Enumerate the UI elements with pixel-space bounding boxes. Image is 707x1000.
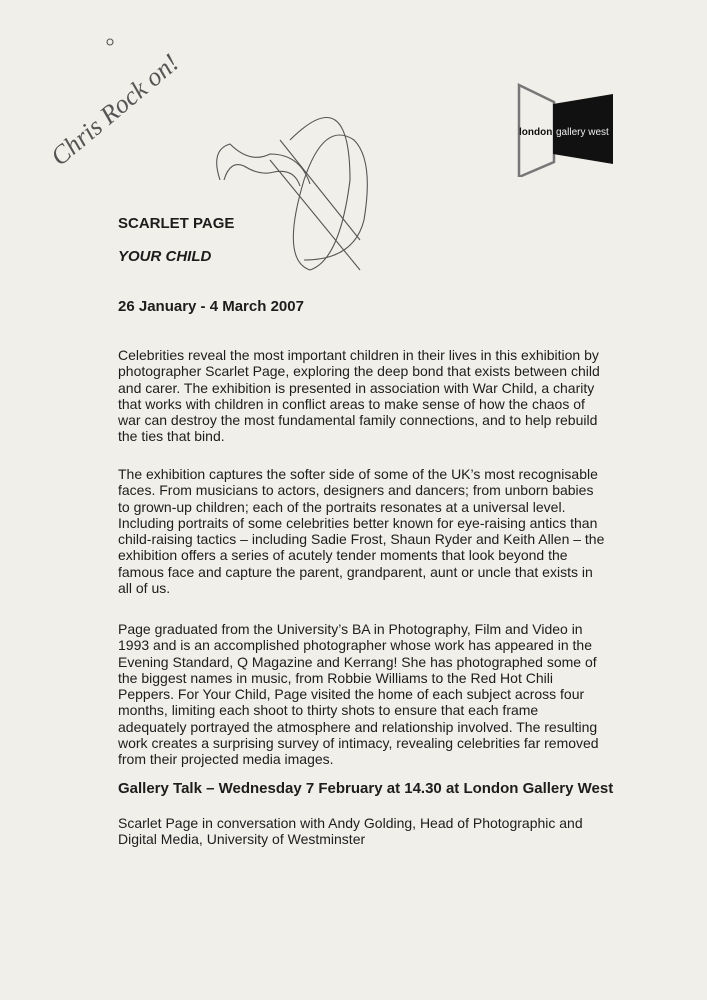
gallery-talk-heading: Gallery Talk – Wednesday 7 February at 14.30 at London Gallery West — [118, 780, 614, 797]
exhibition-title: YOUR CHILD — [118, 248, 212, 265]
text-line: exhibition offers a series of acutely tender moments that look beyond the — [118, 547, 568, 564]
paragraph-exhibition — [118, 466, 678, 596]
text-line: child-raising tactics – including Sadie Frost, Shaun Ryder and Keith Allen – the — [118, 531, 605, 548]
text-line: Digital Media, University of Westminster — [118, 831, 366, 848]
paragraph-biography — [118, 621, 678, 768]
text-line: 1993 and is an accomplished photographer whose work has appeared in the — [118, 637, 592, 654]
text-line: from their projected media images. — [118, 751, 334, 768]
paragraph-intro — [118, 347, 678, 445]
text-line: famous face and capture the parent, grandparent, aunt or uncle that exists in — [118, 563, 593, 580]
svg-text:london: london — [519, 127, 553, 138]
exhibition-dates: 26 January - 4 March 2007 — [118, 298, 304, 315]
text-line: and carer. The exhibition is presented in association with War Child, a charity — [118, 379, 595, 396]
text-line: Page graduated from the University’s BA in Photography, Film and Video in — [118, 621, 583, 637]
gallery-talk-details — [118, 815, 678, 848]
text-line: photographer Scarlet Page, exploring the deep bond that exists between child — [118, 363, 600, 380]
text-line: to grown-up children; each of the portraits resonates at a universal level. — [118, 498, 566, 515]
text-line: war can destroy the most fundamental family connections, and to help rebuild — [118, 412, 598, 429]
svg-text:gallery west: gallery west — [556, 127, 609, 138]
london-gallery-west-logo — [516, 82, 616, 177]
text-line: all of us. — [118, 580, 171, 597]
text-line: the ties that bind. — [118, 428, 225, 445]
text-line: faces. From musicians to actors, designers and dancers; from unborn babies — [118, 482, 594, 499]
text-line: Including portraits of some celebrities better known for eye-raising antics than — [118, 514, 598, 531]
text-line: that works with children in conflict areas to make sense of how the chaos of — [118, 395, 585, 412]
artist-name: SCARLET PAGE — [118, 215, 235, 232]
text-line: Evening Standard, Q Magazine and Kerrang! She has photographed some of — [118, 653, 597, 670]
text-line: months, limiting each shoot to thirty shots to ensure that each frame — [118, 702, 539, 719]
text-line: work creates a surprising survey of intimacy, revealing celebrities far removed — [118, 735, 599, 752]
text-line: Celebrities reveal the most important children in their lives in this exhibition by — [118, 347, 599, 363]
handwritten-note: Chris Rock on! — [45, 47, 185, 172]
text-line: The exhibition captures the softer side of some of the UK’s most recognisable — [118, 466, 598, 482]
text-line: adequately portrayed the atmosphere and relationship involved. The resulting — [118, 718, 598, 735]
text-line: the biggest names in music, from Robbie Williams to the Red Hot Chili — [118, 669, 553, 686]
text-line: Scarlet Page in conversation with Andy Golding, Head of Photographic and — [118, 815, 583, 831]
text-line: Peppers. For Your Child, Page visited the home of each subject across four — [118, 686, 585, 703]
